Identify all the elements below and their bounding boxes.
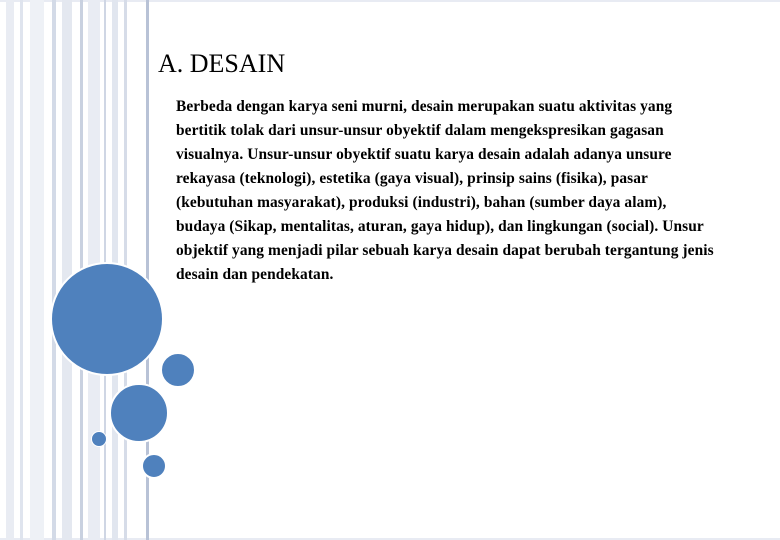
slide-body-text: Berbeda dengan karya seni murni, desain merupakan suatu aktivitas yang bertitik tolak dari unsur-unsur obyektif dalam mengekspresikan gagasan visualnya. Unsur-unsur obyektif suatu karya desain adalah adanya unsure rekayasa (teknologi), estetika (gaya visual), prinsip sains (fisika), pasar (kebutuhan masyarakat), produksi (industri), bahan (sumber daya alam), budaya (Sikap, mentalitas, aturan, gaya hidup), dan lingkungan (social). Unsur objektif yang menjadi pilar sebuah karya desain dapat berubah tergantung jenis desain dan pendekatan. [176,98,714,283]
small-circle [141,453,167,479]
small-circle [160,352,196,388]
decorative-circles [0,0,200,540]
large-circle [50,262,164,376]
slide-title: A. DESAIN [158,49,286,78]
tiny-circle [91,431,107,447]
medium-circle [109,383,169,443]
